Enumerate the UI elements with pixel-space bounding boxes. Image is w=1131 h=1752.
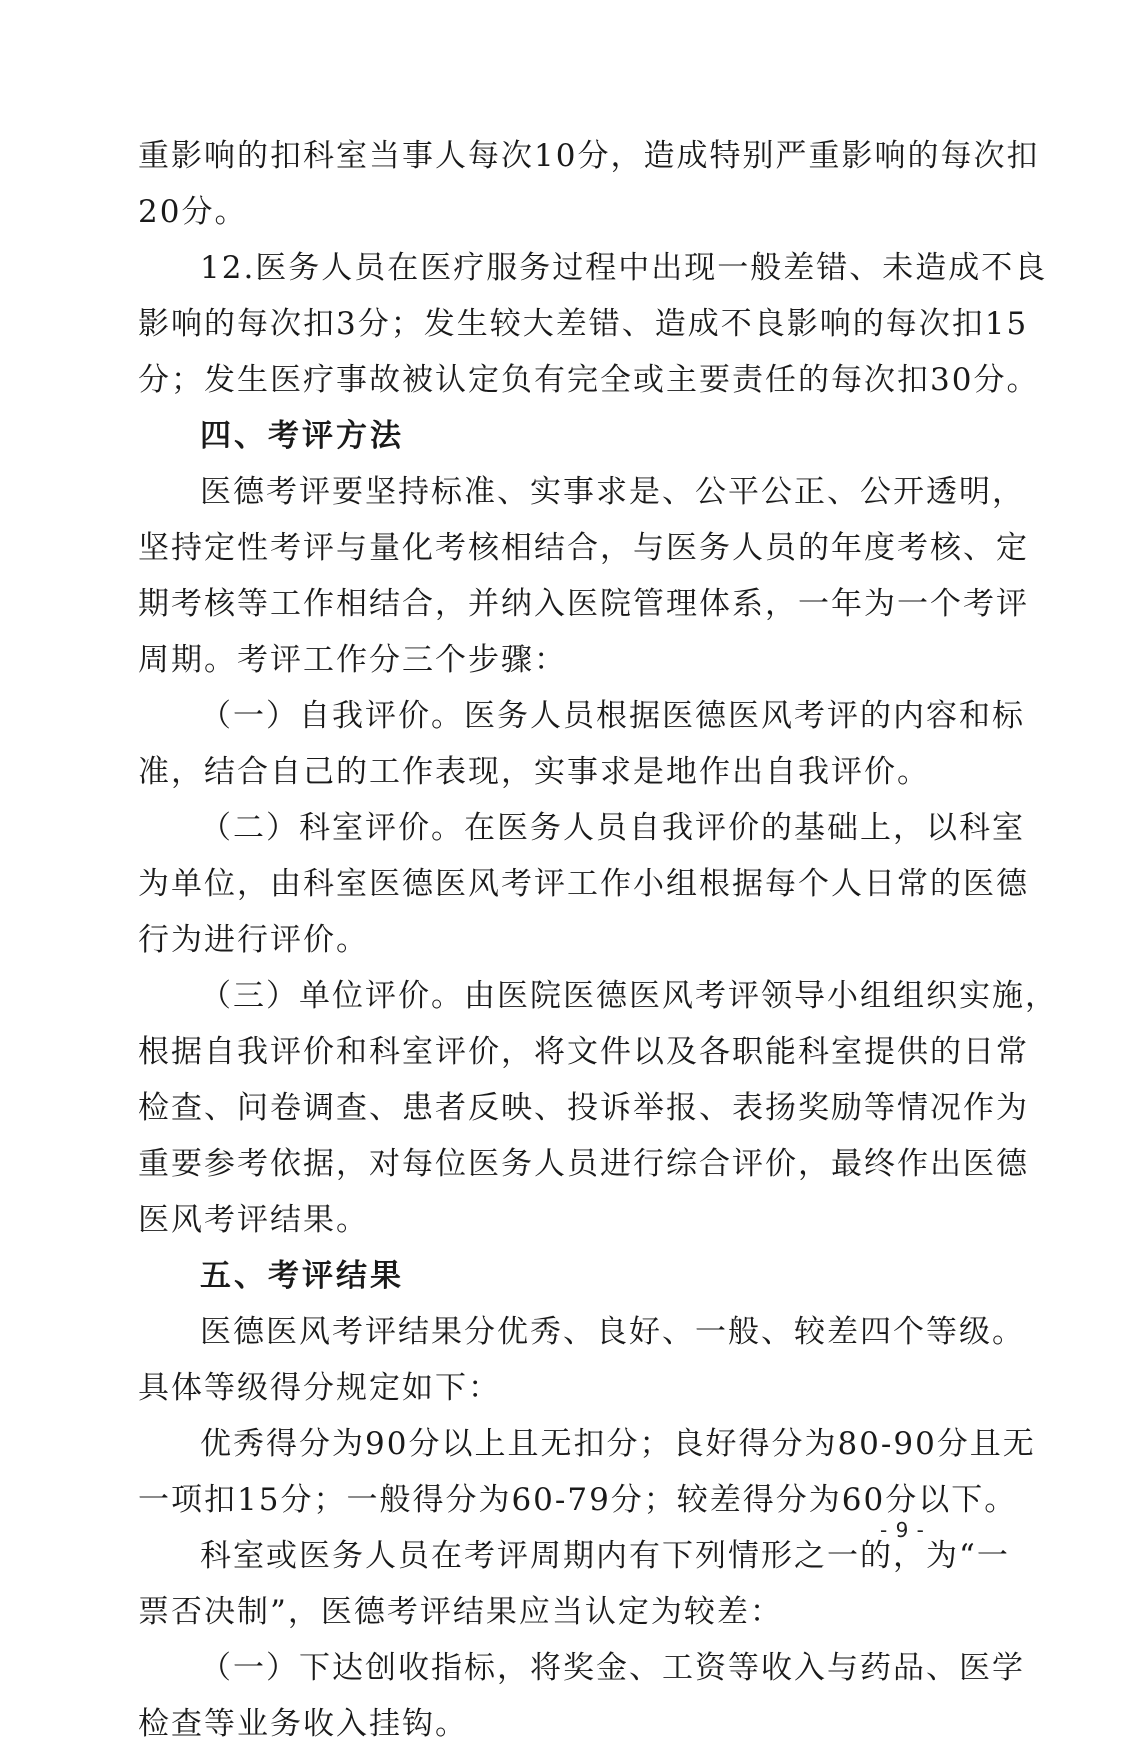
section-heading: 五、考评结果	[200, 1258, 404, 1294]
text-line: 坚持定性考评与量化考核相结合，与医务人员的年度考核、定	[138, 530, 1029, 566]
text-line: 票否决制”，医德考评结果应当认定为较差：	[138, 1594, 783, 1630]
text-line: 检查、问卷调查、患者反映、投诉举报、表扬奖励等情况作为	[138, 1090, 1029, 1126]
text-line: 期考核等工作相结合，并纳入医院管理体系，一年为一个考评	[138, 586, 1029, 622]
text-line: 12.医务人员在医疗服务过程中出现一般差错、未造成不良	[200, 250, 1048, 286]
text-line: 重影响的扣科室当事人每次10分，造成特别严重影响的每次扣	[138, 138, 1040, 174]
text-line: 准，结合自己的工作表现，实事求是地作出自我评价。	[138, 754, 930, 790]
text-line: （一）下达创收指标，将奖金、工资等收入与药品、医学	[200, 1650, 1025, 1686]
text-line: 检查等业务收入挂钩。	[138, 1706, 468, 1742]
text-line: 医风考评结果。	[138, 1202, 369, 1238]
text-line: 重要参考依据，对每位医务人员进行综合评价，最终作出医德	[138, 1146, 1029, 1182]
text-line: 分；发生医疗事故被认定负有完全或主要责任的每次扣30分。	[138, 362, 1040, 398]
text-line: （一）自我评价。医务人员根据医德医风考评的内容和标	[200, 698, 1025, 734]
text-line: 具体等级得分规定如下：	[138, 1370, 501, 1406]
section-heading: 四、考评方法	[200, 418, 404, 454]
text-line: （三）单位评价。由医院医德医风考评领导小组组织实施，	[200, 978, 1058, 1014]
text-line: 根据自我评价和科室评价，将文件以及各职能科室提供的日常	[138, 1034, 1029, 1070]
text-line: （二）科室评价。在医务人员自我评价的基础上，以科室	[200, 810, 1025, 846]
text-line: 一项扣15分；一般得分为60-79分；较差得分为60分以下。	[138, 1482, 1018, 1518]
text-line: 周期。考评工作分三个步骤：	[138, 642, 567, 678]
text-line: 医德考评要坚持标准、实事求是、公平公正、公开透明，	[200, 474, 1025, 510]
text-line: 医德医风考评结果分优秀、良好、一般、较差四个等级。	[200, 1314, 1025, 1350]
text-line: 为单位，由科室医德医风考评工作小组根据每个人日常的医德	[138, 866, 1029, 902]
text-line: 20分。	[138, 194, 248, 230]
text-line: 优秀得分为90分以上且无扣分；良好得分为80-90分且无	[200, 1426, 1036, 1462]
text-line: 行为进行评价。	[138, 922, 369, 958]
body-text	[138, 128, 1058, 1752]
text-line: 影响的每次扣3分；发生较大差错、造成不良影响的每次扣15	[138, 306, 1029, 342]
page-number: - 9 -	[880, 1518, 925, 1542]
text-line: 科室或医务人员在考评周期内有下列情形之一的，为“一	[200, 1538, 1010, 1574]
